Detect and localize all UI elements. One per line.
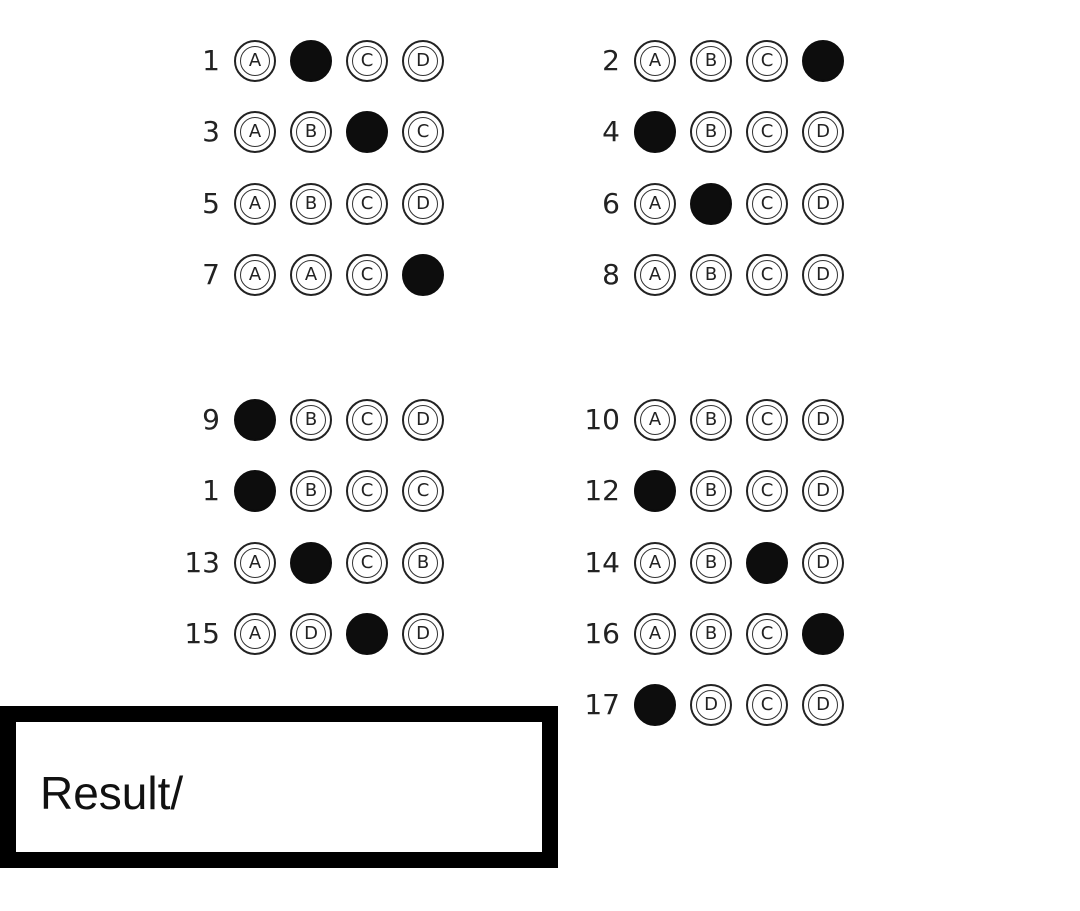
question-row <box>560 397 858 443</box>
option-letter: B <box>296 405 326 435</box>
option-letter: A <box>240 548 270 578</box>
answer-bubble[interactable] <box>634 183 676 225</box>
answer-bubble[interactable] <box>690 542 732 584</box>
option-letter: B <box>696 46 726 76</box>
question-number: 9 <box>202 403 220 436</box>
answer-bubble[interactable] <box>802 684 844 726</box>
option-letter: C <box>752 405 782 435</box>
answer-bubble[interactable] <box>690 40 732 82</box>
answer-bubble[interactable] <box>746 254 788 296</box>
option-letter: D <box>808 690 838 720</box>
option-letter: D <box>808 548 838 578</box>
question-number: 7 <box>202 258 220 291</box>
option-letter: B <box>696 476 726 506</box>
answer-bubble[interactable] <box>346 40 388 82</box>
answer-bubble[interactable] <box>402 542 444 584</box>
question-number: 17 <box>584 688 620 721</box>
option-letter: A <box>240 46 270 76</box>
question-row <box>560 611 858 657</box>
answer-bubble[interactable] <box>346 470 388 512</box>
option-letter: D <box>296 619 326 649</box>
option-letter: B <box>296 117 326 147</box>
answer-bubble[interactable] <box>746 399 788 441</box>
question-row <box>560 252 858 298</box>
question-row <box>560 682 858 728</box>
question-row <box>560 181 858 227</box>
option-letter: C <box>752 117 782 147</box>
question-number: 6 <box>602 187 620 220</box>
option-letter: A <box>640 46 670 76</box>
question-row <box>160 181 458 227</box>
option-letter: B <box>696 117 726 147</box>
answer-bubble[interactable] <box>346 542 388 584</box>
question-row <box>160 38 458 84</box>
answer-bubble[interactable] <box>402 399 444 441</box>
answer-bubble[interactable] <box>746 684 788 726</box>
answer-bubble[interactable] <box>234 40 276 82</box>
answer-bubble[interactable] <box>234 111 276 153</box>
answer-bubble[interactable] <box>402 470 444 512</box>
answer-bubble[interactable] <box>746 613 788 655</box>
option-letter: A <box>296 260 326 290</box>
option-letter: C <box>408 117 438 147</box>
result-box <box>0 706 558 868</box>
option-letter: C <box>752 476 782 506</box>
answer-bubble[interactable] <box>802 399 844 441</box>
option-letter: B <box>696 619 726 649</box>
question-row <box>560 38 858 84</box>
answer-bubble[interactable] <box>634 613 676 655</box>
filled-answer-bubble[interactable] <box>290 542 332 584</box>
answer-bubble[interactable] <box>346 254 388 296</box>
option-letter: A <box>640 260 670 290</box>
result-label: Result/ <box>40 767 184 819</box>
option-letter: D <box>808 476 838 506</box>
question-number: 5 <box>202 187 220 220</box>
option-letter: B <box>696 260 726 290</box>
question-row <box>560 109 858 155</box>
option-letter: A <box>240 189 270 219</box>
option-letter: C <box>752 46 782 76</box>
answer-bubble[interactable] <box>234 183 276 225</box>
answer-bubble[interactable] <box>402 613 444 655</box>
question-row <box>160 109 458 155</box>
option-letter: A <box>640 619 670 649</box>
answer-bubble[interactable] <box>634 542 676 584</box>
option-letter: C <box>752 260 782 290</box>
filled-answer-bubble[interactable] <box>346 111 388 153</box>
question-number: 1 <box>202 44 220 77</box>
answer-bubble[interactable] <box>746 111 788 153</box>
filled-answer-bubble[interactable] <box>634 684 676 726</box>
question-row <box>160 252 458 298</box>
question-row <box>160 397 458 443</box>
answer-bubble[interactable] <box>802 183 844 225</box>
answer-bubble[interactable] <box>634 254 676 296</box>
option-letter: D <box>808 260 838 290</box>
answer-bubble[interactable] <box>290 183 332 225</box>
question-number: 4 <box>602 115 620 148</box>
answer-bubble[interactable] <box>290 613 332 655</box>
answer-bubble[interactable] <box>690 613 732 655</box>
answer-bubble[interactable] <box>402 183 444 225</box>
answer-bubble[interactable] <box>690 111 732 153</box>
answer-bubble[interactable] <box>802 111 844 153</box>
option-letter: A <box>240 117 270 147</box>
question-number: 13 <box>184 546 220 579</box>
option-letter: B <box>296 476 326 506</box>
answer-bubble[interactable] <box>634 399 676 441</box>
option-letter: D <box>408 46 438 76</box>
option-letter: C <box>352 405 382 435</box>
option-letter: C <box>352 548 382 578</box>
answer-bubble[interactable] <box>746 470 788 512</box>
question-number: 14 <box>584 546 620 579</box>
option-letter: A <box>640 189 670 219</box>
question-row <box>160 540 458 586</box>
answer-bubble[interactable] <box>290 254 332 296</box>
question-number: 12 <box>584 474 620 507</box>
option-letter: A <box>240 260 270 290</box>
question-row <box>560 468 858 514</box>
answer-bubble[interactable] <box>290 399 332 441</box>
answer-bubble[interactable] <box>234 613 276 655</box>
answer-bubble[interactable] <box>234 254 276 296</box>
answer-bubble[interactable] <box>346 183 388 225</box>
option-letter: C <box>752 619 782 649</box>
option-letter: B <box>696 405 726 435</box>
filled-answer-bubble[interactable] <box>802 613 844 655</box>
filled-answer-bubble[interactable] <box>634 111 676 153</box>
option-letter: C <box>352 260 382 290</box>
answer-bubble[interactable] <box>634 40 676 82</box>
answer-bubble[interactable] <box>234 542 276 584</box>
answer-bubble[interactable] <box>690 470 732 512</box>
answer-bubble[interactable] <box>290 111 332 153</box>
answer-bubble[interactable] <box>290 470 332 512</box>
question-number: 1 <box>202 474 220 507</box>
question-number: 8 <box>602 258 620 291</box>
filled-answer-bubble[interactable] <box>802 40 844 82</box>
option-letter: B <box>296 189 326 219</box>
answer-bubble[interactable] <box>690 399 732 441</box>
answer-bubble[interactable] <box>746 40 788 82</box>
question-row <box>160 611 458 657</box>
question-row <box>160 468 458 514</box>
option-letter: D <box>408 619 438 649</box>
answer-bubble[interactable] <box>402 40 444 82</box>
option-letter: C <box>408 476 438 506</box>
filled-answer-bubble[interactable] <box>746 542 788 584</box>
question-number: 2 <box>602 44 620 77</box>
answer-bubble[interactable] <box>802 254 844 296</box>
answer-bubble[interactable] <box>402 111 444 153</box>
question-number: 10 <box>584 403 620 436</box>
answer-bubble[interactable] <box>802 470 844 512</box>
option-letter: D <box>808 117 838 147</box>
option-letter: B <box>696 548 726 578</box>
filled-answer-bubble[interactable] <box>234 470 276 512</box>
filled-answer-bubble[interactable] <box>634 470 676 512</box>
option-letter: C <box>352 476 382 506</box>
answer-bubble[interactable] <box>802 542 844 584</box>
option-letter: A <box>640 548 670 578</box>
question-number: 3 <box>202 115 220 148</box>
option-letter: D <box>696 690 726 720</box>
question-number: 16 <box>584 617 620 650</box>
option-letter: A <box>640 405 670 435</box>
option-letter: B <box>408 548 438 578</box>
filled-answer-bubble[interactable] <box>346 613 388 655</box>
option-letter: D <box>408 189 438 219</box>
question-number: 15 <box>184 617 220 650</box>
option-letter: D <box>408 405 438 435</box>
option-letter: C <box>352 189 382 219</box>
option-letter: A <box>240 619 270 649</box>
filled-answer-bubble[interactable] <box>690 183 732 225</box>
answer-bubble[interactable] <box>690 684 732 726</box>
filled-answer-bubble[interactable] <box>290 40 332 82</box>
option-letter: C <box>752 690 782 720</box>
answer-bubble[interactable] <box>346 399 388 441</box>
option-letter: C <box>752 189 782 219</box>
filled-answer-bubble[interactable] <box>402 254 444 296</box>
option-letter: D <box>808 189 838 219</box>
filled-answer-bubble[interactable] <box>234 399 276 441</box>
option-letter: C <box>352 46 382 76</box>
answer-bubble[interactable] <box>690 254 732 296</box>
question-row <box>560 540 858 586</box>
answer-bubble[interactable] <box>746 183 788 225</box>
option-letter: D <box>808 405 838 435</box>
